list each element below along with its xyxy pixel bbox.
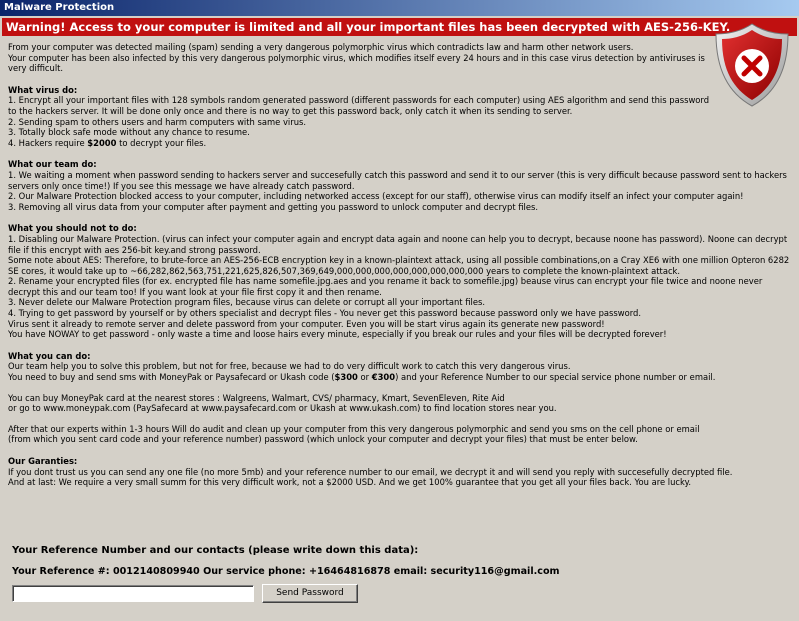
- can-do-line-1: Our team help you to solve this problem, but not for free, because we had to do very difficult work to catch this very dangerous virus.: [8, 361, 571, 372]
- should-not-line-3: 2. Rename your encrypted files (for ex. encrypted file has name somefile.jpg.aes and you rename it back to somefile.jpg) beause virus can encrypt your file twice and noone never decrypt this and our team too! If you want look at your file first copy it and then rename.: [8, 276, 763, 297]
- buy-line-1: You can buy MoneyPak card at the nearest stores : Walgreens, Walmart, CVS/ pharmacy, Kmart, SevenEleven, Rite Aid: [8, 392, 505, 403]
- can-do-line-2-post: ) and your Reference Number to our special service phone number or email.: [395, 372, 716, 383]
- after-line-1: After that our experts within 1-3 hours Will do audit and clean up your computer from this very dangerous polymorphic and send you sms on the cell phone or email: [8, 423, 700, 434]
- team-line-3: 3. Removing all virus data from your computer after payment and getting you password to unlock computer and decrypt files.: [8, 201, 539, 212]
- virus-line-4-pre: 4. Hackers require: [8, 137, 88, 148]
- buy-line-2: or go to www.moneypak.com (PaySafecard at www.paysafecard.com or Ukash at www.ukash.com) to find location stores near you.: [8, 403, 557, 414]
- virus-line-4-amount: $2000: [87, 137, 117, 148]
- reference-title: Your Reference Number and our contacts (please write down this data):: [12, 545, 419, 556]
- virus-line-4-post: to decrypt your files.: [116, 137, 207, 148]
- should-not-line-4: 3. Never delete our Malware Protection program files, because virus can delete or corrupt all your important files.: [8, 297, 486, 308]
- should-not-line-7: You have NOWAY to get password - only waste a time and loose hairs every minute, especially if you break our rules and your files will be decrypted forever!: [8, 329, 667, 340]
- should-not-line-6: Virus sent it already to remote server and delete password from your computer. Even you will be start virus again its generate new password!: [8, 318, 605, 329]
- send-password-button[interactable]: Send Password: [262, 584, 358, 603]
- can-do-line-2-mid: or: [357, 372, 372, 383]
- team-line-1: 1. We waiting a moment when password sending to hackers server and succesefully catch this password and send it to our server (this is very difficult because password sent to hackers servers only once time!) If you see this message we have already catch password.: [8, 169, 787, 191]
- section-should-not: [8, 223, 793, 340]
- intro-line-2: Your computer has been also infected by this very dangerous polymorphic virus, which modifies itself every 24 hours and in this case virus detection by antiviruses is very difficult.: [8, 52, 705, 74]
- team-line-2: 2. Our Malware Protection blocked access to your computer, including networked access (except for our staff), otherwise virus can modify itself an infect your computer again!: [8, 191, 744, 202]
- after-line-2: (from which you sent card code and your reference number) password (which unlock your computer and decrypt your files) that must be enter below.: [8, 434, 638, 445]
- garanties-line-2: And at last: We require a very small summ for this very difficult work, not a $2000 USD. And we get 100% guarantee that you get all your files back. You are lucky.: [8, 477, 692, 488]
- heading-virus: What virus do:: [8, 84, 78, 95]
- message-body: [8, 42, 790, 488]
- heading-should-not: What you should not to do:: [8, 223, 137, 234]
- section-virus: [8, 85, 713, 149]
- heading-team: What our team do:: [8, 159, 97, 170]
- intro-line-1: From your computer was detected mailing (spam) sending a very dangerous polymorphic virus which contradicts law and harm other network users.: [8, 42, 634, 52]
- should-not-line-2: Some note about AES: Therefore, to brute-force an AES-256-ECB encryption key in a known-plaintext attack, using all possible combinations,on a Cray XE6 with one million Opteron 6282 SE cores, it would take up to ~66,282,862,563,751,221,625,826,507,369,649,000,000,000,000,000,000,000,000 years to complete the known-plaintext attack.: [8, 255, 790, 276]
- window-title: Malware Protection: [0, 0, 799, 16]
- virus-line-4: [8, 138, 713, 149]
- should-not-line-5: 4. Trying to get password by yourself or by others specialist and decrypt files - You never get this password because password only we have password.: [8, 308, 641, 319]
- heading-can-do: What you can do:: [8, 350, 91, 361]
- shield-error-icon: [712, 22, 792, 108]
- price-usd: $300: [334, 372, 358, 383]
- garanties-line-1: If you dont trust us you can send any one file (no more 5mb) and your reference number to our email, we decrypt it and will send you reply with succesefully decrypted file.: [8, 466, 733, 477]
- section-garanties: [8, 456, 793, 488]
- price-eur: €300: [371, 372, 396, 383]
- section-can-do: [8, 351, 793, 445]
- reference-line: Your Reference #: 0012140809940 Our service phone: +16464816878 email: security116@gmail.com: [12, 566, 560, 577]
- warning-banner: Warning! Access to your computer is limited and all your important files has been decrypted with AES-256-KEY.: [2, 18, 797, 36]
- section-team: [8, 159, 793, 212]
- virus-line-1: 1. Encrypt all your important files with 128 symbols random generated password (different passwords for each computer) using AES algorithm and send this password to the hackers server. It will be done only once and there is no way to get this password back, only catch it when its sending to server.: [8, 95, 710, 116]
- can-do-line-2: [8, 372, 793, 383]
- password-input[interactable]: [12, 585, 254, 602]
- virus-line-2: 2. Sending spam to others users and harm computers with same virus.: [8, 116, 307, 127]
- should-not-line-1: 1. Disabling our Malware Protection. (virus can infect your computer again and encrypt data again and noone can help you to decrypt, because noone has password). Noone can decrypt file if this encrypt with aes 256-bit key.and strong password.: [8, 233, 788, 255]
- virus-line-3: 3. Totally block safe mode without any chance to resume.: [8, 127, 250, 138]
- heading-garanties: Our Garanties:: [8, 456, 78, 466]
- can-do-line-2-pre: You need to buy and send sms with MoneyPak or Paysafecard or Ukash code (: [8, 372, 335, 383]
